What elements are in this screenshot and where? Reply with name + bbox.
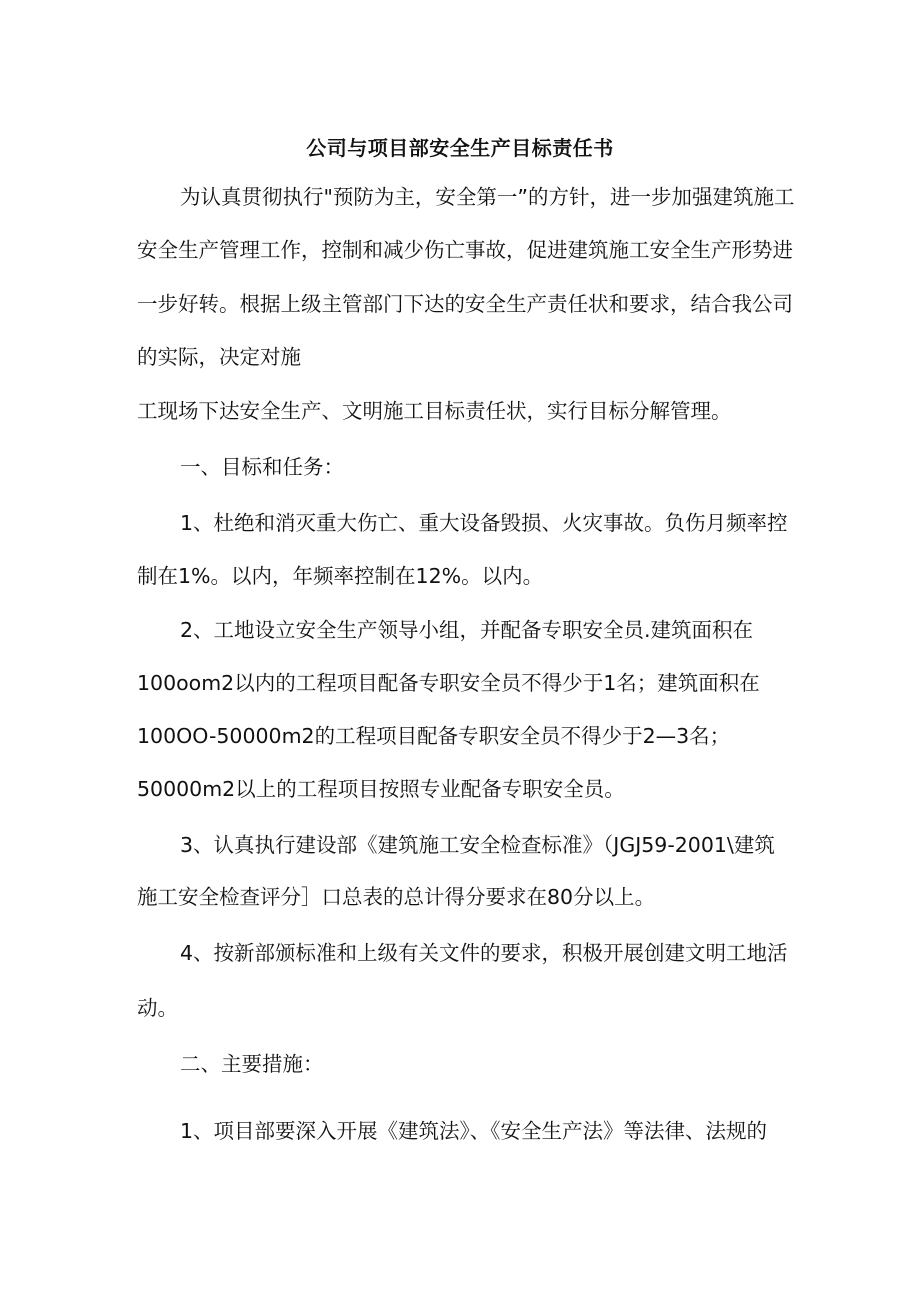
document-title: 公司与项目部安全生产目标责任书 (306, 136, 614, 160)
paragraph-line: 一步好转。根据上级主管部门下达的安全生产责任状和要求，结合我公司 (137, 292, 793, 316)
paragraph-line: 3、认真执行建设部《建筑施工安全检查标准》（JGJ59-2001\建筑 (180, 833, 775, 857)
paragraph-line: 50000m2以上的工程项目按照专业配备专职安全员。 (137, 777, 625, 801)
paragraph-line: 100OO-50000m2的工程项目配备专职安全员不得少于2—3名； (137, 724, 731, 748)
section-heading: 一、目标和任务： (180, 455, 344, 479)
paragraph-line: 1、杜绝和消灭重大伤亡、重大设备毁损、火灾事故。负伤月频率控 (180, 511, 788, 535)
paragraph-line: 2、工地设立安全生产领导小组，并配备专职安全员.建筑面积在 (180, 618, 754, 642)
paragraph-line: 施工安全检查评分］口总表的总计得分要求在80分以上。 (137, 885, 656, 909)
paragraph-line: 4、按新部颁标准和上级有关文件的要求，积极开展创建文明工地活 (180, 941, 788, 965)
paragraph-line: 为认真贯彻执行"预防为主，安全第一”的方针，进一步加强建筑施工 (180, 185, 795, 209)
paragraph-line: 制在1%。以内，年频率控制在12%。以内。 (137, 564, 544, 588)
section-heading: 二、主要措施： (180, 1052, 324, 1076)
paragraph-line: 安全生产管理工作，控制和减少伤亡事故，促进建筑施工安全生产形势进 (137, 238, 793, 262)
paragraph-line: 100oom2以内的工程项目配备专职安全员不得少于1名；建筑面积在 (137, 671, 760, 695)
paragraph-line: 的实际，决定对施 (137, 345, 301, 369)
paragraph-line: 工现场下达安全生产、文明施工目标责任状，实行目标分解管理。 (137, 399, 732, 423)
paragraph-line: 1、项目部要深入开展《建筑法》、《安全生产法》等法律、法规的 (180, 1119, 768, 1143)
paragraph-line: 动。 (137, 996, 178, 1020)
